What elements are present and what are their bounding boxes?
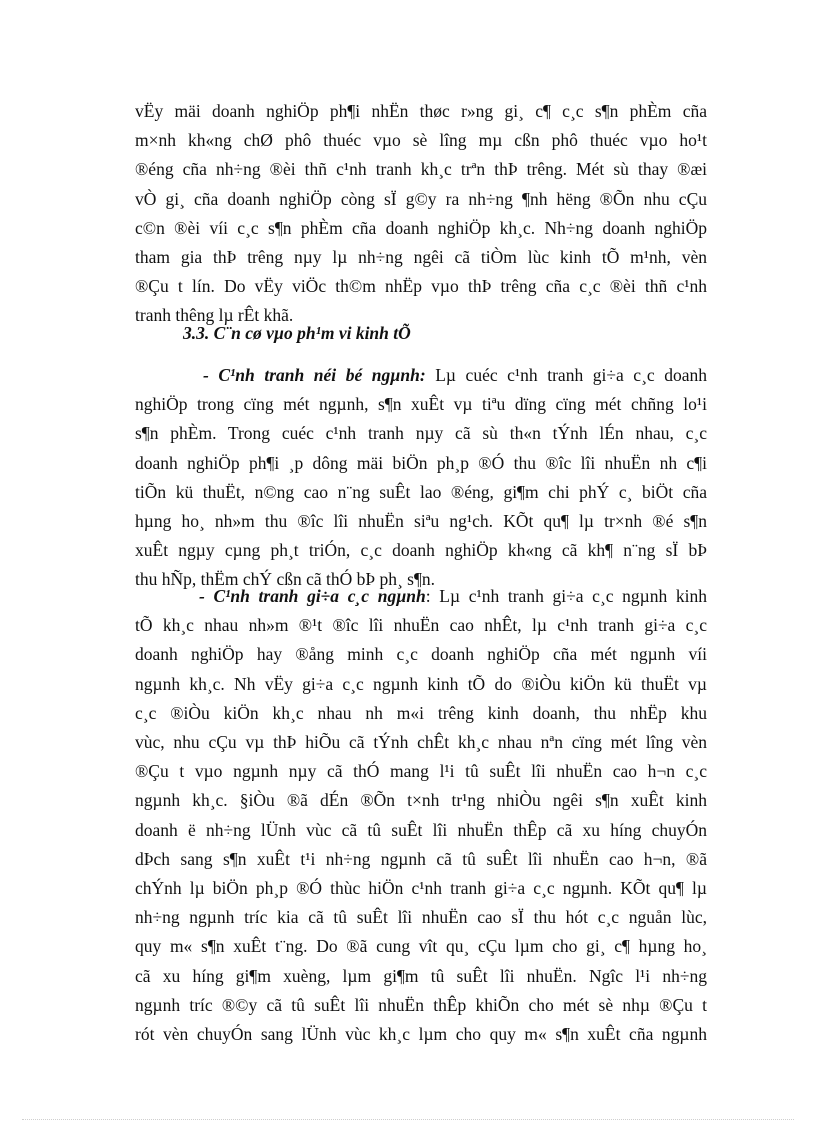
text-line: c©n ®èi víi c¸c s¶n phÈm cña doanh nghiÖp kh¸c. Nh÷ng doanh nghiÖp bbox=[135, 217, 707, 238]
text-line: dÞch sang s¶n xuÊt t¹i nh÷ng ngµnh cã tû suÊt lîi nhuËn cao h¬n, ®ã bbox=[135, 848, 707, 869]
text-line: doanh nghiÖp ph¶i ¸p dông mäi biÖn ph¸p ®Ó thu ®îc lîi nhuËn nh c¶i bbox=[135, 452, 707, 473]
text-line: s¶n phÈm. Trong cuéc c¹nh tranh nµy cã sù th«n tÝnh lÉn nhau, c¸c bbox=[135, 423, 707, 444]
text-line bbox=[135, 361, 707, 390]
text-line: tÕ kh¸c nhau nh»m ®¹t ®îc lîi nhuËn cao nhÊt, lµ c¹nh tranh gi÷a c¸c bbox=[135, 615, 707, 636]
text-line: thu hÑp, thËm chÝ cßn cã thÓ bÞ ph¸ s¶n. bbox=[135, 569, 436, 590]
page-bottom-divider bbox=[22, 1119, 794, 1120]
section-heading: 3.3. C¨n cø vµo ph¹m vi kinh tÕ bbox=[183, 323, 411, 343]
paragraph-intra-industry bbox=[135, 361, 707, 595]
text-line: ngµnh kh¸c. Nh vËy gi÷a c¸c ngµnh kinh tÕ do ®iÒu kiÖn kü thuËt vµ bbox=[135, 673, 707, 694]
paragraph-market-competitors bbox=[135, 97, 707, 331]
text-line: c¸c ®iÒu kiÖn kh¸c nhau nh m«i trêng kinh doanh, thu nhËp khu bbox=[135, 702, 707, 723]
text-line: nghiÖp trong cïng mét ngµnh, s¶n xuÊt vµ tiªu dïng cïng mét chñng lo¹i bbox=[135, 394, 707, 415]
paragraph-lead-rest: : Lµ c¹nh tranh gi÷a c¸c ngµnh kinh bbox=[425, 586, 707, 606]
text-line: rót vèn chuyÓn sang lÜnh vùc kh¸c lµm cho quy m« s¶n xuÊt cña ngµnh bbox=[135, 1024, 707, 1045]
text-line: doanh ë nh÷ng lÜnh vùc cã tû suÊt lîi nhuËn thÊp cã xu híng chuyÓn bbox=[135, 819, 707, 840]
text-line: m×nh kh«ng chØ phô thuéc vµo sè lîng mµ cßn phô thuéc vµo ho¹t bbox=[135, 130, 707, 151]
text-line: hµng ho¸ nh»m thu ®îc lîi nhuËn siªu ng¹ch. KÕt qu¶ lµ tr×nh ®é s¶n bbox=[135, 511, 707, 532]
text-line: ®Çu t lín. Do vËy viÖc th©m nhËp vµo thÞ trêng cña c¸c ®èi thñ c¹nh bbox=[135, 276, 707, 297]
text-line: chÝnh lµ biÖn ph¸p ®Ó thùc hiÖn c¹nh tranh gi÷a c¸c ngµnh. KÕt qu¶ lµ bbox=[135, 878, 707, 899]
text-line: xuÊt ngµy cµng ph¸t triÓn, c¸c doanh nghiÖp kh«ng cã kh¶ n¨ng sÏ bÞ bbox=[135, 540, 707, 561]
text-line: ngµnh tríc ®©y cã tû suÊt lîi nhuËn thÊp khiÕn cho mét sè nhµ ®Çu t bbox=[135, 994, 707, 1015]
paragraph-lead: - C¹nh tranh néi bé ngµnh: bbox=[203, 365, 426, 385]
text-line: vÒ gi¸ cña doanh nghiÖp còng sÏ g©y ra nh÷ng ¶nh hëng ®Õn nhu cÇu bbox=[135, 188, 707, 209]
text-line: tranh thêng lµ rÊt khã. bbox=[135, 305, 294, 326]
text-line: ngµnh kh¸c. §iÒu ®ã dÉn ®Õn t×nh tr¹ng nhiÒu ngêi s¶n xuÊt kinh bbox=[135, 790, 707, 811]
paragraph-lead-rest: Lµ cuéc c¹nh tranh gi÷a c¸c doanh bbox=[425, 365, 707, 385]
paragraph-lead: - C¹nh tranh gi÷a c¸c ngµnh bbox=[199, 586, 426, 606]
text-line: vùc, nhu cÇu vµ thÞ hiÕu cã tÝnh chÊt kh¸c nhau nªn cïng mét lîng vèn bbox=[135, 732, 707, 753]
text-line: ®éng cña nh÷ng ®èi thñ c¹nh tranh kh¸c trªn thÞ trêng. Mét sù thay ®æi bbox=[135, 159, 707, 180]
text-line: cã xu híng gi¶m xuèng, lµm gi¶m tû suÊt lîi nhuËn. Ngîc l¹i nh÷ng bbox=[135, 965, 707, 986]
text-line: vËy mäi doanh nghiÖp ph¶i nhËn thøc r»ng gi¸ c¶ c¸c s¶n phÈm cña bbox=[135, 101, 707, 121]
text-line: doanh nghiÖp hay ®ång minh c¸c doanh nghiÖp cña mét ngµnh víi bbox=[135, 644, 707, 665]
text-line: nh÷ng ngµnh tríc kia cã tû suÊt lîi nhuËn cao sÏ thu hót c¸c nguån lùc, bbox=[135, 907, 707, 928]
text-line: tham gia thÞ trêng nµy lµ nh÷ng ngêi cã tiÒm lùc kinh tÕ m¹nh, vèn bbox=[135, 247, 707, 268]
text-line bbox=[135, 582, 707, 611]
paragraph-inter-industry bbox=[135, 582, 707, 1049]
text-line: ®Çu t vµo ngµnh nµy cã thÓ mang l¹i tû suÊt lîi nhuËn cao h¬n c¸c bbox=[135, 761, 707, 782]
text-line: quy m« s¶n xuÊt t¨ng. Do ®ã cung vît qu¸ cÇu lµm cho gi¸ c¶ hµng ho¸ bbox=[135, 936, 707, 957]
text-line: tiÕn kü thuËt, n©ng cao n¨ng suÊt lao ®éng, gi¶m chi phÝ c¸ biÖt cña bbox=[135, 481, 707, 502]
